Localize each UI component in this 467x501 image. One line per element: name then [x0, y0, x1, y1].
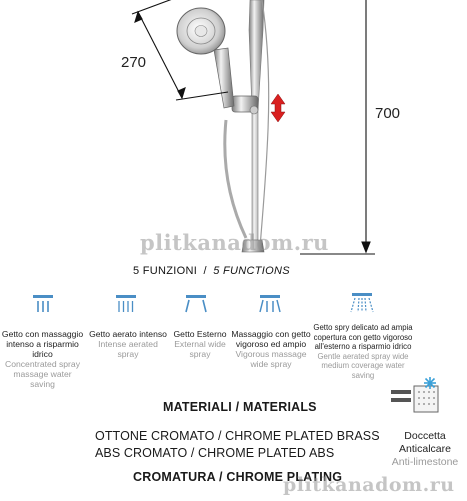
anti-limestone-en-1: Anti-limestone [391, 456, 459, 468]
chrome-plating-title: CROMATURA / CHROME PLATING [133, 470, 343, 484]
function-item-3 [170, 329, 230, 359]
functions-title-separator: / [203, 265, 207, 277]
concentrated-spray-icon [31, 294, 55, 314]
anti-limestone-label [383, 430, 467, 469]
function-item-5 [311, 323, 415, 380]
height-adjust-arrow [271, 94, 285, 122]
anti-limestone-icon [388, 376, 442, 414]
function-1-en-1: Concentrated spray [5, 359, 80, 369]
watermark-bottom: plitkanadom.ru [283, 474, 455, 496]
function-item-2 [86, 329, 170, 359]
gentle-aerated-spray-icon [347, 292, 377, 314]
anti-limestone-it-2: Anticalcare [399, 443, 451, 455]
function-1-it-1: Getto con massaggio [1, 329, 84, 339]
external-spray-icon [182, 294, 210, 314]
function-1-en-3: saving [30, 379, 55, 389]
function-3-en-1: External wide [174, 339, 226, 349]
function-5-en-3: saving [351, 370, 375, 380]
function-5-it-3: all'esterno a risparmio idrico [314, 342, 412, 351]
function-3-it-1: Getto Esterno [173, 329, 227, 339]
anti-limestone-it-1: Doccetta [404, 430, 446, 442]
hose [225, 120, 246, 238]
function-item-1 [0, 329, 85, 389]
height-dimension-line [300, 0, 375, 254]
function-4-it-1: Massaggio con getto [231, 329, 311, 339]
function-5-it-1: Getto spry delicato ad ampia [313, 323, 413, 332]
slider-holder [232, 96, 258, 114]
function-4-en-2: wide spray [250, 359, 292, 369]
function-2-it-1: Getto aerato intenso [89, 329, 167, 339]
function-1-it-3: idrico [32, 349, 53, 359]
function-item-4 [231, 329, 311, 369]
materials-line-2: ABS CROMATO / CHROME PLATED ABS [95, 446, 335, 460]
materials-title: MATERIALI / MATERIALS [163, 400, 317, 414]
massage-wide-spray-icon [256, 294, 284, 314]
watermark-center: plitkanadom.ru [140, 230, 329, 255]
functions-title-it: 5 FUNZIONI [133, 265, 198, 277]
function-3-en-2: spray [189, 349, 211, 359]
height-label: 700 [375, 105, 401, 122]
function-5-en-2: medium coverage water [321, 361, 405, 370]
functions-title [133, 265, 290, 277]
slide-rail [249, 0, 269, 248]
hand-shower [177, 8, 234, 108]
function-1-it-2: intenso a risparmio [6, 339, 79, 349]
function-1-en-2: massage water [13, 369, 72, 379]
function-2-en-2: spray [117, 349, 139, 359]
arm-length-label: 270 [121, 54, 147, 71]
function-5-it-2: copertura con getto vigoroso [313, 332, 413, 342]
function-4-en-1: Vigorous massage [235, 349, 307, 359]
function-5-en-1: Gentle aerated spray wide [317, 351, 409, 361]
materials-line-1: OTTONE CROMATO / CHROME PLATED BRASS [95, 429, 380, 443]
function-4-it-2: vigoroso ed ampio [235, 339, 307, 349]
functions-title-en: 5 FUNCTIONS [213, 265, 290, 277]
aerated-spray-icon [114, 294, 138, 314]
function-2-en-1: Intense aerated [98, 339, 158, 349]
